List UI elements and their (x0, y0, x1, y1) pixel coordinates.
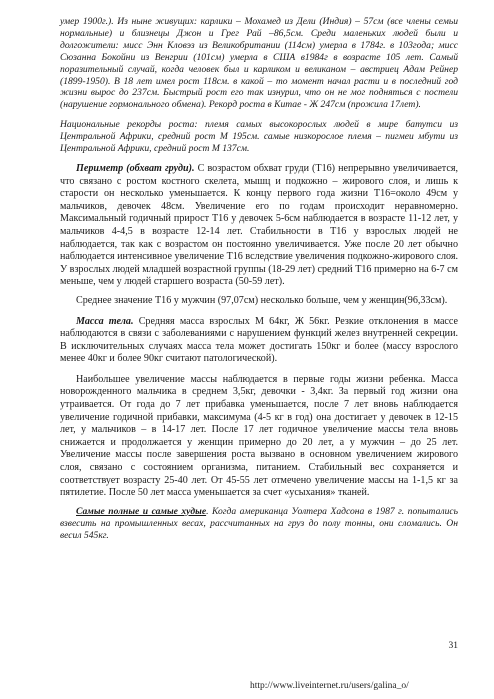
paragraph-national-records: Национальные рекорды роста: племя самых высокорослых людей в мире батутси из Центральной Африки, средний рост М 195см. самые низкорослое племя – пигмеи мбути из Центральной Африки, средний рост М 137см. (60, 119, 458, 155)
chest-text: С возрастом обхват груди (Т16) непрерывно увеличивается, что связано с ростом костного скелета, мышц и подкожно – жирового слоя, и лишь к старости он несколько уменьшается. К концу первого года жизни Т16=около 49см у мальчиков, девочек 48см. Увеличение его по годам происходит неравномерно. Максимальный годичный прирост Т16 у девочек 5-6см наблюдается в возрасте 11-12 лет, у мальчиков 4-4,5 в возрасте 12-14 лет. Стабильности в Т16 у взрослых людей не наблюдается, так как с возрастом он постоянно увеличивается. Уже после 20 лет обычно наблюдается интенсивное увеличение Т16 вследствие увеличения подкожно-жирового слоя. У взрослых людей младшей возрастной группы (18-29 лет) средний Т16 примерно на 6-7 см меньше, чем у людей старшего возраста (50-59 лет). (60, 162, 458, 288)
paragraph-chest-average: Среднее значение Т16 у мужчин (97,07см) несколько больше, чем у женщин(96,33см). (76, 294, 448, 306)
page-number: 31 (448, 641, 458, 651)
paragraph-body-mass (60, 316, 458, 366)
section-heading-heaviest: Самые полные и самые худые (76, 505, 207, 517)
mass-text: Средняя масса взрослых М 64кг, Ж 56кг. Резкие отклонения в массе наблюдаются в связи с заболеваниями с нарушением функций желез внутренней секреции. В исключительных случаях масса тела может достигать 150кг и более (массу взрослого менее 40кг и более 90кг считают патологической). (60, 315, 458, 365)
section-heading-chest: Периметр (обхват груди). (76, 162, 195, 174)
source-url[interactable]: http://www.liveinternet.ru/users/galina_o/ (250, 681, 409, 691)
paragraph-heaviest-thinnest (60, 506, 458, 542)
heaviest-text: . Когда американца Уолтера Хадсона в 1987 г. попытались взвесить на промышленных весах, рассчитанных на груз до полу тонны, они сломались. Он весил 545кг. (60, 505, 458, 541)
paragraph-chest-perimeter (60, 163, 458, 289)
paragraph-mass-growth: Наибольшее увеличение массы наблюдается в первые годы жизни ребенка. Масса новорожденного мальчика в среднем 3,5кг, девочки - 3,4кг. За первый год жизни она утраивается. От года до 7 лет прибавка уменьшается, после 7 лет вновь наблюдается увеличение годичной прибавки, максимума (4-5 кг в год) она достигает у девочек в 12-15 лет, у мальчиков – в 14-17 лет. После 17 лет годичное увеличение массы тела вновь снижается и продолжается у женщин примерно до 20 лет, а у мужчин – до 25 лет. Увеличение массы после завершения роста вызвано в основном увеличением жирового слоя, связано с состоянием организма, питанием. Стабильный вес сохраняется и соответствует возрасту 25-40 лет. От 45-55 лет отмечено увеличение массы на 1-1,5 кг за пятилетие. После 50 лет масса уменьшается за счет «усыхания» тканей. (60, 373, 458, 499)
page-body (60, 16, 458, 542)
paragraph-dwarfs-giants: умер 1900г.). Из ныне живущих: карлики – Мохамед из Дели (Индия) – 57см (все члены семьи нормальные) и близнецы Джон и Грег Рай –86,5см. Среди маленьких людей были и долгожители: мисс Энн Кловэз из Великобритании (114см) умерла в 1784г. в 103года; мисс Сюзанна Бокойни из Венгрии (101см) умерла в США в1984г в возрасте 105 лет. Самый поразительный случай, когда человек был и карликом и великаном – австриец Адам Рейнер (1899-1950). В 18 лет имел рост 118см. в какой – то момент начал расти и в последний год жизни вырос до 237см. Быстрый рост его так изнурил, что он не мог подняться с постели (нарушение гормонального обмена). Рекорд роста в Китае - Ж 247см (прожила 17лет). (60, 16, 458, 111)
section-heading-mass: Масса тела. (76, 315, 134, 327)
